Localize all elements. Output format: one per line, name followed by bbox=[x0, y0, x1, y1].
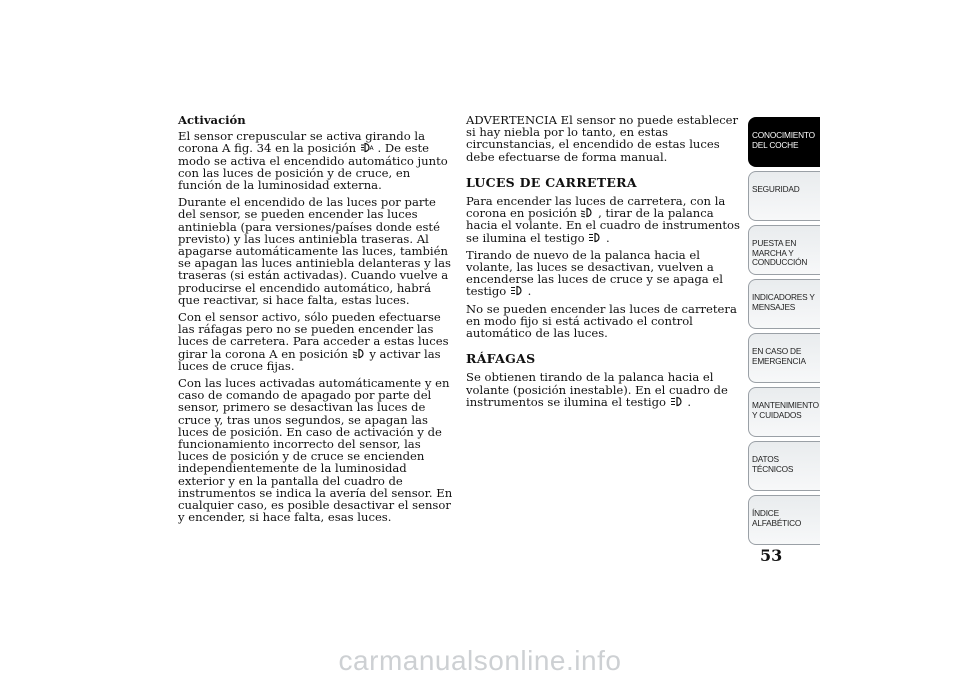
paragraph-high-beam-off bbox=[466, 249, 741, 298]
low-beam-icon bbox=[580, 207, 594, 218]
paragraph-high-beam-on bbox=[466, 195, 741, 244]
paragraph-text: . bbox=[683, 394, 692, 409]
paragraph-text: , tirar de la palanca hacia el volante. En el cuadro de instrumentos se ilumina el testigo bbox=[466, 206, 740, 245]
paragraph-text: . bbox=[602, 230, 610, 245]
high-beam-icon bbox=[588, 232, 602, 243]
tab-puesta-en-marcha[interactable]: PUESTA EN MARCHA Y CONDUCCIÓN bbox=[748, 225, 820, 275]
svg-text:A: A bbox=[369, 145, 374, 153]
paragraph-text: Tirando de nuevo de la palanca hacia el volante, las luces se desactivan, vuelven a encenderse las luces de cruce y se apaga el testigo bbox=[466, 247, 723, 299]
watermark: carmanualsonline.info bbox=[338, 645, 622, 676]
tab-emergencia[interactable]: EN CASO DE EMERGENCIA bbox=[748, 333, 820, 383]
warning-paragraph: ADVERTENCIA El sensor no puede establecer si hay niebla por lo tanto, en estas circunstancias, el encendido de estas luces debe efectuarse de forma manual. bbox=[466, 113, 739, 164]
paragraph-text: y activar las luces de cruce fijas. bbox=[178, 346, 441, 373]
low-beam-icon bbox=[352, 348, 366, 359]
paragraph-auto-off: Con las luces activadas automáticamente y en caso de comando de apagado por parte del sensor, primero se desactivan las luces de cruce y, tras unos segundos, se apagan las luces de posición. En caso de activación y de funcionamiento incorrecto del sensor, las luces de posición y de cruce se encienden independientemente de la luminosidad exterior y en la pantalla del cuadro de instrumentos se indica la avería del sensor. En cualquier caso, es posible desactivar el sensor y encender, si hace falta, esas luces. bbox=[178, 376, 453, 525]
tab-conocimiento-del-coche[interactable]: CONOCIMIENTO DEL COCHE bbox=[748, 117, 820, 167]
paragraph-text: Con el sensor activo, sólo pueden efectuarse las ráfagas pero no se pueden encender las luces de carretera. Para acceder a estas luces girar la corona A en posición bbox=[178, 310, 449, 361]
paragraph-text: . De este modo se activa el encendido automático junto con las luces de posición y de cruce, en función de la luminosidad externa. bbox=[178, 141, 448, 193]
tab-datos-tecnicos[interactable]: DATOS TÉCNICOS bbox=[748, 441, 820, 491]
paragraph-fog-lights: Durante el encendido de las luces por parte del sensor, se pueden encender las luces antiniebla (para versiones/países donde esté previsto) y las luces antiniebla traseras. Al apagarse automáticamente las luces, también se apagan las luces antiniebla delanteras y las traseras (si están activadas). Cuando vuelve a producirse el encendido automático, habrá que reactivar, si hace falta, estas luces. bbox=[178, 195, 451, 307]
tab-indice-alfabetico[interactable]: ÍNDICE ALFABÉTICO bbox=[748, 495, 820, 545]
subheading-activacion: Activación bbox=[178, 113, 246, 127]
high-beam-icon bbox=[510, 285, 524, 296]
paragraph-activation bbox=[178, 130, 453, 191]
auto-light-icon bbox=[360, 142, 374, 153]
tab-indicadores[interactable]: INDICADORES Y MENSAJES bbox=[748, 279, 820, 329]
paragraph-flashing bbox=[466, 371, 741, 408]
paragraph-text: Se obtienen tirando de la palanca hacia el volante (posición inestable). En el cuadro de instrumentos se ilumina el testigo bbox=[466, 370, 728, 409]
paragraph-text: El sensor crepuscular se activa girando la corona A fig. 34 en la posición bbox=[178, 129, 426, 156]
chapter-tabs bbox=[748, 117, 820, 549]
tab-mantenimiento[interactable]: MANTENIMIENTO Y CUIDADOS bbox=[748, 387, 820, 437]
tab-seguridad[interactable]: SEGURIDAD bbox=[748, 171, 820, 221]
page-number: 53 bbox=[760, 546, 783, 565]
left-column bbox=[178, 114, 453, 529]
paragraph-text: Para encender las luces de carretera, con la corona en posición bbox=[466, 194, 726, 221]
heading-flashing: RÁFAGAS bbox=[466, 351, 536, 367]
high-beam-icon bbox=[670, 396, 684, 407]
paragraph-text: . bbox=[523, 284, 532, 299]
right-column bbox=[466, 114, 741, 413]
paragraph-high-beam-auto: No se pueden encender las luces de carretera en modo fijo si está activado el control automático de las luces. bbox=[466, 301, 737, 341]
paragraph-sensor-active bbox=[178, 311, 453, 372]
heading-high-beam: LUCES DE CARRETERA bbox=[466, 174, 637, 190]
